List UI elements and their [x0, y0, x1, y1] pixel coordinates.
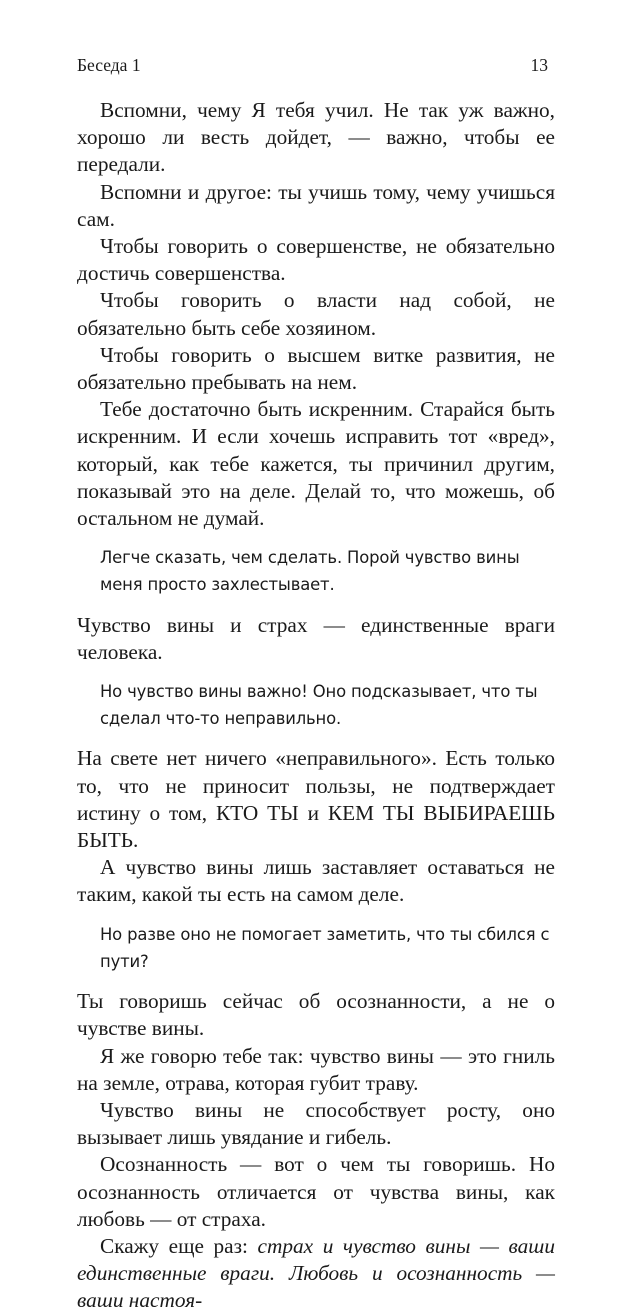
paragraph: Чувство вины не способствует росту, оно вызывает лишь увядание и гибель.	[77, 1097, 555, 1150]
paragraph: Осознанность — вот о чем ты говоришь. Но осознанность отличается от чувства вины, как любовь — от страха.	[77, 1152, 555, 1231]
emphasis-text: страх и чувство вины — ваши единственные враги. Любовь и осознанность — ваши настоя-	[77, 1233, 555, 1313]
paragraph: Вспомни, чему Я тебя учил. Не так уж важно, хорошо ли весть дойдет, — важно, чтобы ее передали.	[77, 98, 555, 177]
paragraph: Вспомни и другое: ты учишь тому, чему учишься сам.	[77, 179, 555, 231]
paragraph: Чтобы говорить о совершенстве, не обязательно достичь совершенства.	[77, 234, 555, 286]
question-block: Но разве оно не помогает заметить, что ты сбился с пути?	[100, 924, 550, 971]
paragraph: Чтобы говорить о высшем витке развития, не обязательно пребывать на нем.	[77, 342, 555, 395]
chapter-title: Беседа 1	[77, 55, 141, 75]
paragraph: Тебе достаточно быть искренним. Старайся быть искренним. И если хочешь исправить тот «вред», который, как тебе кажется, ты причинил другим, показывай это на деле. Делай то, что можешь, об остальном не думай.	[77, 397, 555, 531]
paragraph: А чувство вины лишь заставляет оставаться не таким, какой ты есть на самом деле.	[77, 855, 555, 907]
question-block: Но чувство вины важно! Оно подсказывает, что ты сделал что-то неправильно.	[100, 682, 538, 729]
page-body	[77, 97, 555, 1315]
page-number: 13	[530, 55, 548, 75]
paragraph: Я же говорю тебе так: чувство вины — это гниль на земле, отрава, которая губит траву.	[77, 1043, 555, 1095]
paragraph: Чтобы говорить о власти над собой, не обязательно быть себе хозяином.	[77, 288, 555, 340]
answer-paragraph: Ты говоришь сейчас об осознанности, а не о чувстве вины.	[77, 989, 555, 1041]
answer-paragraph: Чувство вины и страх — единственные враги человека.	[77, 612, 555, 664]
answer-paragraph: На свете нет ничего «неправильного». Есть только то, что не приносит пользы, не подтверждает истину о том, КТО ТЫ и КЕМ ТЫ ВЫБИРАЕШЬ БЫТЬ.	[77, 746, 555, 853]
running-header	[77, 54, 548, 76]
question-block: Легче сказать, чем сделать. Порой чувство вины меня просто захлестывает.	[100, 548, 520, 595]
paragraph	[77, 1233, 555, 1315]
paragraph-text: Скажу еще раз:	[100, 1233, 258, 1258]
